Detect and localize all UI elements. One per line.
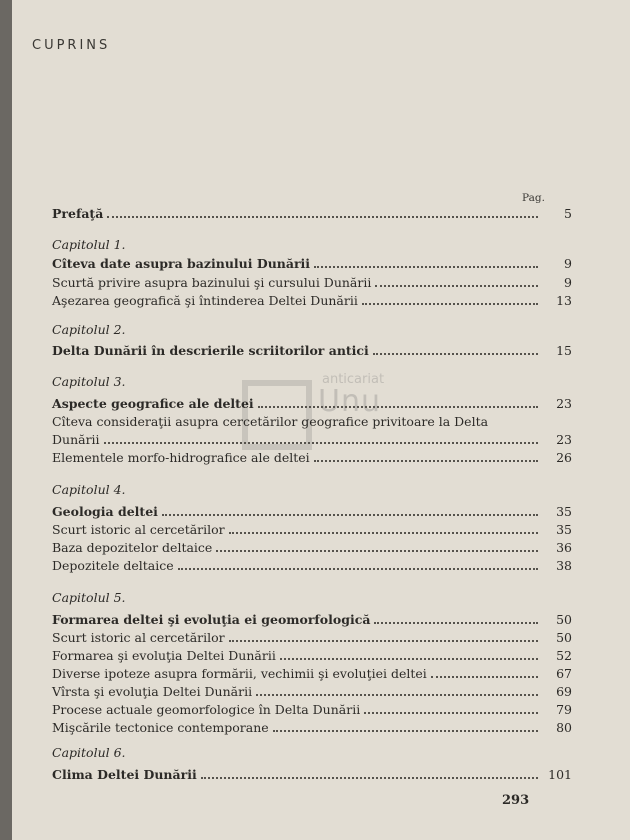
dot-leader [216, 548, 538, 552]
dot-leader [162, 512, 538, 516]
toc-entry-page: 35 [556, 522, 572, 537]
toc-entry-title: Mişcările tectonice contemporane [52, 720, 269, 735]
book-page [12, 0, 630, 840]
toc-entry [52, 540, 572, 558]
toc-entry-page: 50 [556, 630, 572, 645]
dot-leader [201, 775, 538, 779]
toc-entry-title: Scurt istoric al cercetărilor [52, 630, 225, 645]
chapter-label-1: Capitolul 1. [52, 237, 126, 252]
toc-entry-page: 36 [556, 540, 572, 555]
chapter-label-5: Capitolul 5. [52, 590, 126, 605]
dot-leader [178, 566, 538, 570]
toc-entry [52, 432, 572, 450]
toc-entry-title: Aşezarea geografică şi întinderea Deltei Dunării [52, 293, 358, 308]
toc-entry-title: Scurt istoric al cercetărilor [52, 522, 225, 537]
contents-heading: CUPRINS [32, 38, 111, 53]
toc-entry-page: 15 [556, 343, 572, 358]
toc-entry-page: 79 [556, 702, 572, 717]
toc-entry-page: 52 [556, 648, 572, 663]
dot-leader [229, 530, 538, 534]
chapter-label-2: Capitolul 2. [52, 322, 126, 337]
toc-entry [52, 612, 572, 630]
dot-leader [314, 264, 538, 268]
dot-leader [375, 283, 538, 287]
toc-entry [52, 504, 572, 522]
toc-entry-title: Vîrsta şi evoluţia Deltei Dunării [52, 684, 253, 699]
dot-leader [229, 638, 538, 642]
toc-entry-prefata [52, 206, 572, 224]
watermark-small-text: anticariat [322, 372, 385, 387]
page-column-label: Pag. [522, 192, 545, 204]
toc-entry [52, 630, 572, 648]
page-number: 293 [502, 793, 530, 808]
toc-entry-page: 9 [564, 256, 572, 271]
chapter-label-6: Capitolul 6. [52, 745, 126, 760]
toc-entry-page: 9 [564, 275, 572, 290]
toc-entry [52, 275, 572, 293]
toc-entry-title: Formarea deltei şi evoluţia ei geomorfologică [52, 612, 371, 627]
toc-entry [52, 666, 572, 684]
toc-entry-title: Diverse ipoteze asupra formării, vechimii şi evoluţiei deltei [52, 666, 427, 681]
toc-entry-title: Scurtă privire asupra bazinului şi cursului Dunării [52, 275, 372, 290]
toc-entry-title: Delta Dunării în descrierile scriitorilor antici [52, 343, 369, 358]
toc-entry-page: 13 [556, 293, 572, 308]
toc-entry-title: Aspecte geografice ale deltei [52, 396, 254, 411]
toc-entry-page: 23 [556, 396, 572, 411]
dot-leader [258, 404, 538, 408]
dot-leader [362, 301, 538, 305]
toc-entry-page: 5 [564, 206, 572, 221]
toc-entry [52, 720, 572, 738]
toc-entry-title: Prefaţă [52, 206, 104, 221]
dot-leader [107, 214, 538, 218]
toc-entry [52, 343, 572, 361]
toc-entry [52, 648, 572, 666]
toc-entry [52, 293, 572, 311]
dot-leader [364, 710, 538, 714]
toc-entry-title: Formarea şi evoluţia Deltei Dunării [52, 648, 276, 663]
toc-entry-page: 69 [556, 684, 572, 699]
dot-leader [431, 674, 538, 678]
toc-entry-page: 35 [556, 504, 572, 519]
dot-leader [314, 458, 538, 462]
toc-entry-page: 101 [548, 767, 572, 782]
dot-leader [374, 620, 538, 624]
toc-entry [52, 256, 572, 274]
toc-entry [52, 522, 572, 540]
toc-entry-wrapped-line: Cîteva consideraţii asupra cercetărilor geografice privitoare la Delta [52, 414, 489, 429]
toc-entry [52, 396, 572, 414]
toc-entry-page: 80 [556, 720, 572, 735]
dot-leader [373, 351, 538, 355]
toc-entry-page: 67 [556, 666, 572, 681]
dot-leader [280, 656, 538, 660]
dot-leader [256, 692, 538, 696]
toc-entry [52, 450, 572, 468]
toc-entry-page: 50 [556, 612, 572, 627]
toc-entry-title: Geologia deltei [52, 504, 158, 519]
watermark-big-text: Unu [318, 384, 381, 419]
toc-entry-page: 38 [556, 558, 572, 573]
toc-entry-page: 26 [556, 450, 572, 465]
toc-entry-title: Clima Deltei Dunării [52, 767, 197, 782]
toc-entry-title: Baza depozitelor deltaice [52, 540, 213, 555]
toc-entry [52, 684, 572, 702]
toc-entry-title: Depozitele deltaice [52, 558, 174, 573]
chapter-label-4: Capitolul 4. [52, 482, 126, 497]
chapter-label-3: Capitolul 3. [52, 374, 126, 389]
toc-entry-title: Elementele morfo-hidrografice ale deltei [52, 450, 310, 465]
dot-leader [273, 728, 538, 732]
toc-entry-title: Cîteva date asupra bazinului Dunării [52, 256, 311, 271]
toc-entry-title: Dunării [52, 432, 100, 447]
toc-entry [52, 702, 572, 720]
toc-entry [52, 558, 572, 576]
toc-entry-page: 23 [556, 432, 572, 447]
dot-leader [104, 440, 538, 444]
toc-entry-title: Procese actuale geomorfologice în Delta Dunării [52, 702, 361, 717]
toc-entry [52, 767, 572, 785]
